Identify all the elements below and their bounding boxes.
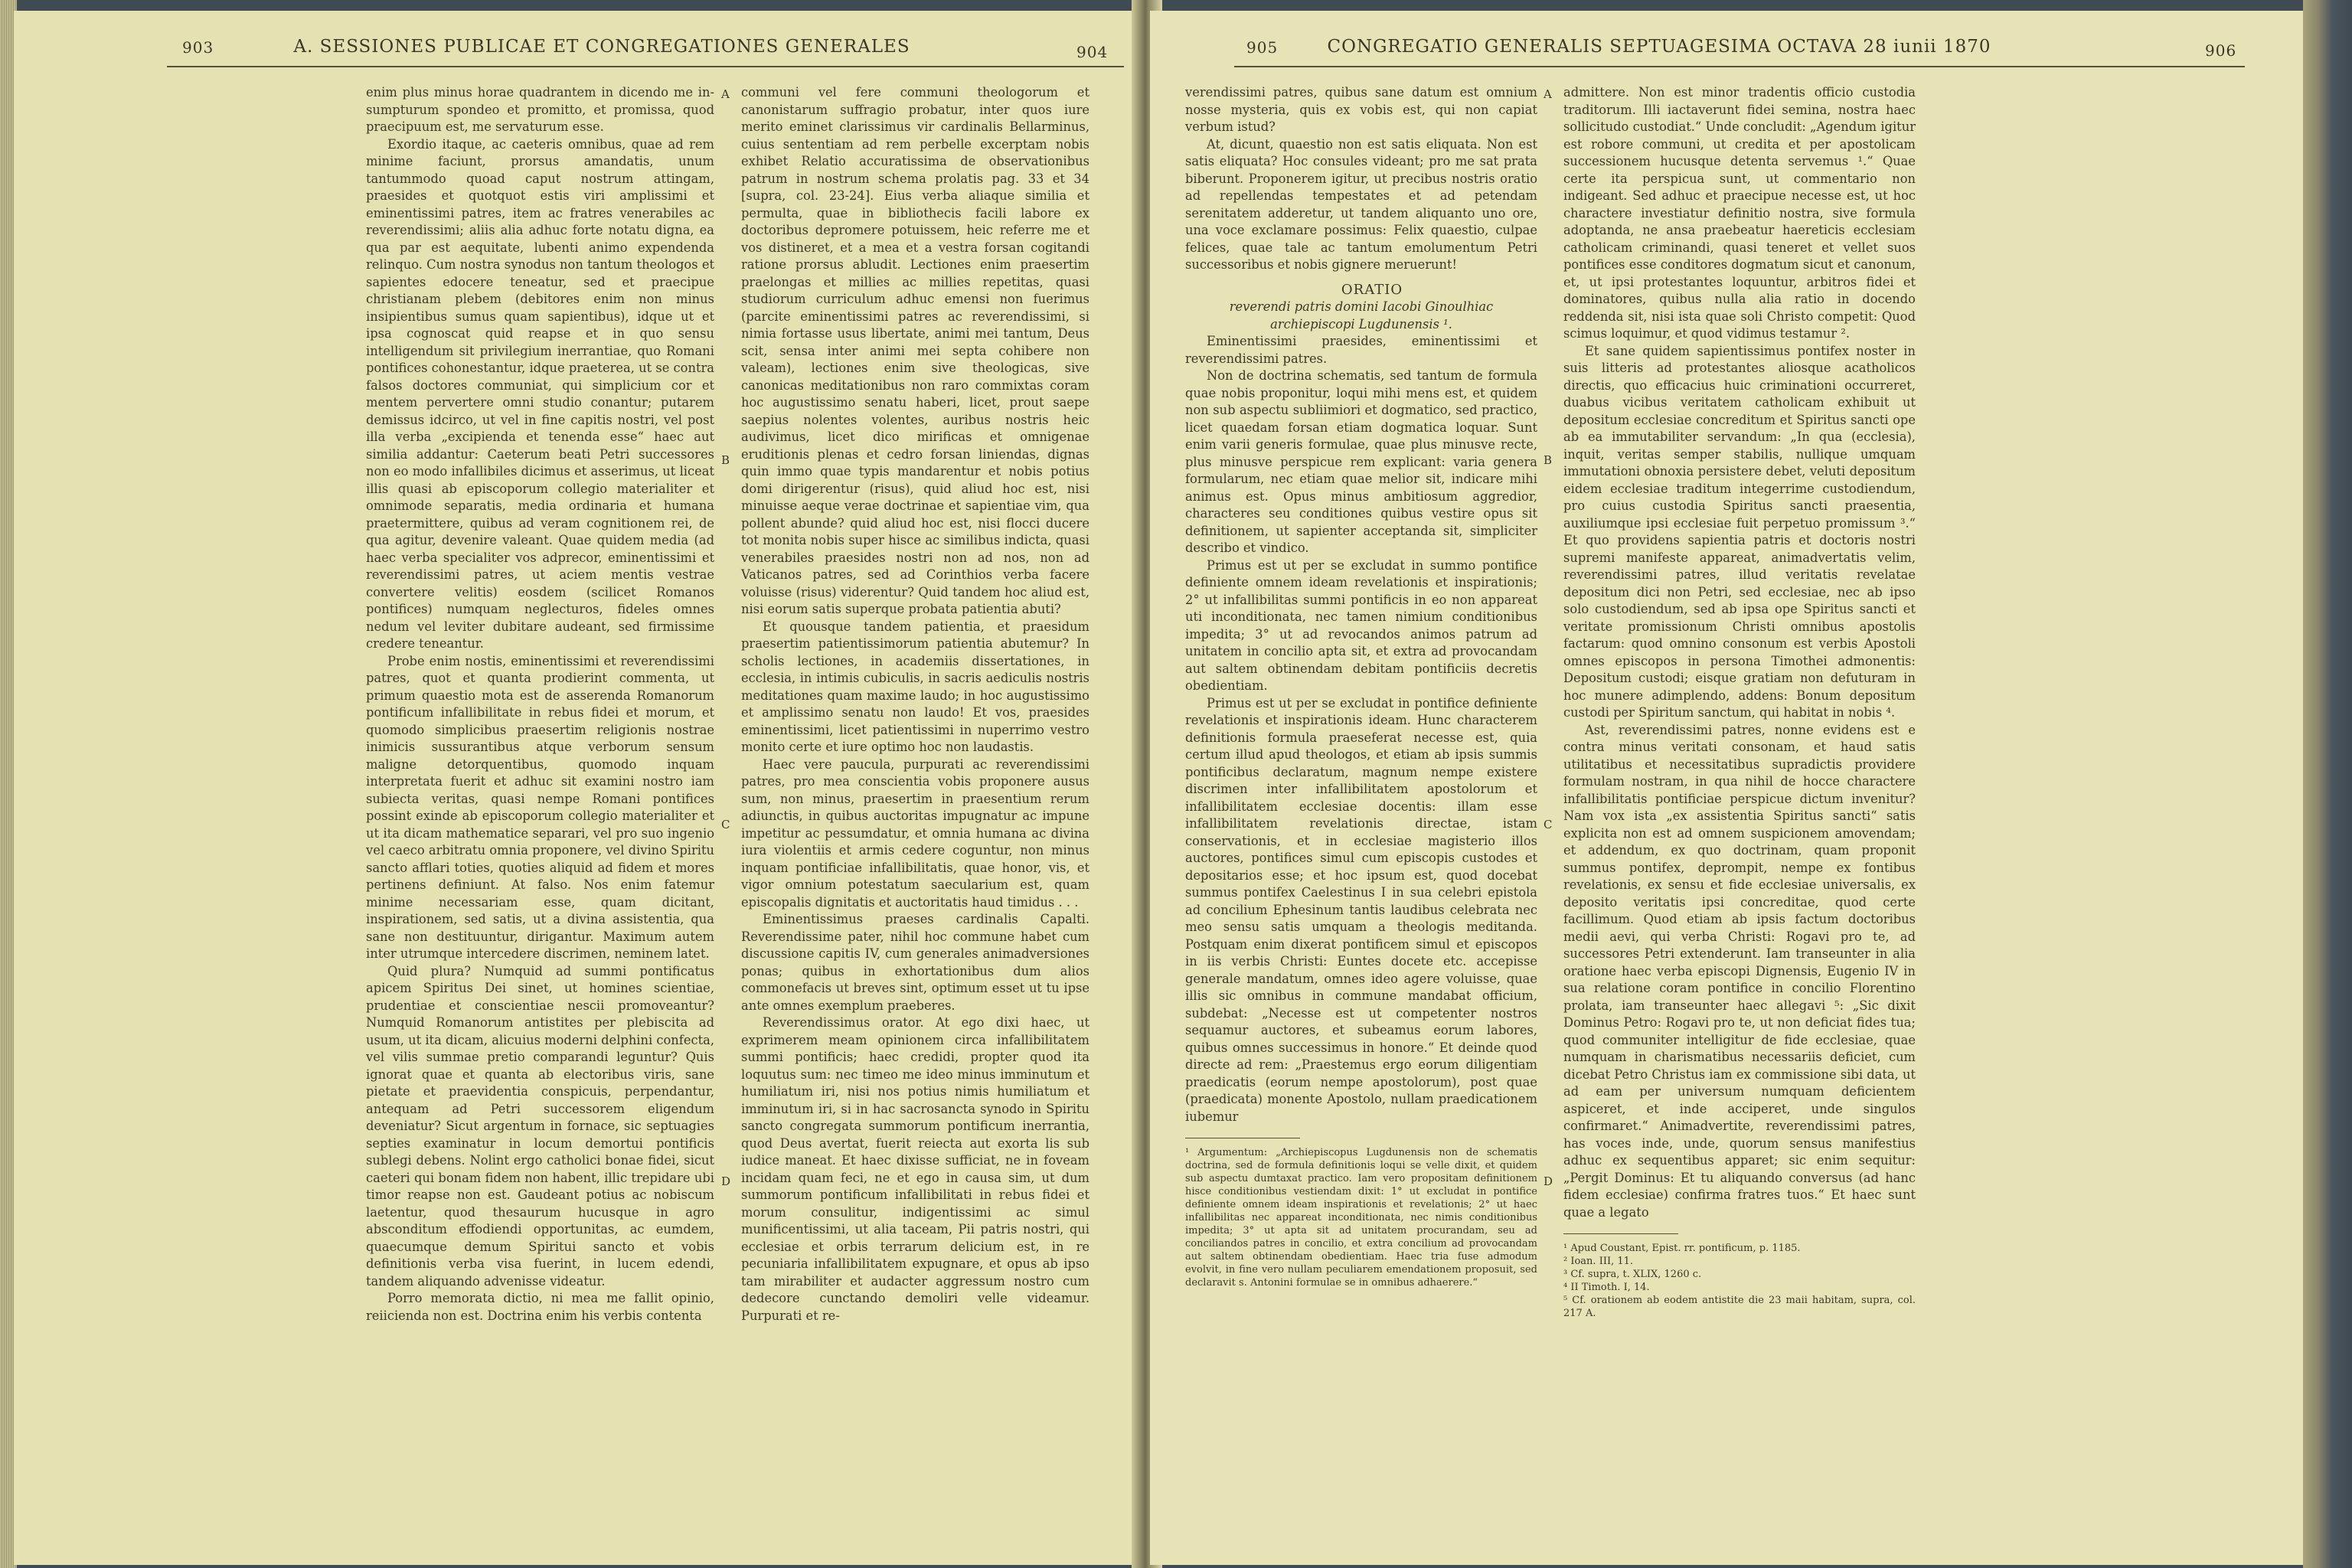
marginal-letter-c: C xyxy=(1544,818,1553,831)
right-page-title: CONGREGATIO GENERALIS SEPTUAGESIMA OCTAVA 28 iunii 1870 xyxy=(1327,37,1991,57)
left-page xyxy=(14,11,1144,1565)
footnote: ¹ Argumentum: „Archiepiscopus Lugdunensis non de schematis doctrina, sed de formula definitionis loqui se velle dixit, et quidem sub aspectu dumtaxat practico. Iam vero propositam definitionem hisce conditionibus vestiendam dixit: 1° ut excludat in pontifice definiente omnem ideam inspirationis et revelationis; 2° ut haec infallibilitas nec appareat inconditionata, nec nimis conditionibus impedita; 3° ut apta sit ad unitatem procurandam, seu ad conciliandos patres in concilio, et extra concilium ad provocandam aut saltem obtinendam obedientiam. Haec tria fuse admodum evolvit, in fine vero nullam peculiarem emendationem proposuit, sed declaravit s. Antonini formulae se in omnibus adhaerere.“ xyxy=(1185,1147,1537,1289)
paragraph: enim plus minus horae quadrantem in dicendo me in-sumpturum spondeo et promitto, et promissa, quod praecipuum est, me servaturum esse. xyxy=(366,85,714,134)
footnote: ⁴ II Timoth. I, 14. xyxy=(1563,1282,1650,1293)
paragraph: Ast, reverendissimi patres, nonne evidens est e contra minus veritati consonam, et haud satis utilitatibus et necessitatibus supradictis providere formulam nostram, in qua nihil de hocce charactere infallibilitatis pontificiae perspicue dictum invenitur? Nam vox ista „ex assistentia Spiritus sancti“ satis explicita non est ad omnem suspicionem amovendam; et addendum, ex quo doctrinam, quam proponit summus pontifex, deprompit, nempe ex fontibus revelationis, ex sensu et fide ecclesiae universalis, ex deposito veritatis ipsi concreditae, quod certe facillimum. Quod etiam ab ipsis factum doctoribus medii aevi, qui verba Christi: Rogavi pro te, ad successores Petri extenderunt. Iam transeunter in alia oratione haec verba episcopi Dignensis, Eugenio IV in sua relatione coram pontifice in concilio Florentino prolata, iam transeunter haec allegavi ⁵: „Sic dixit Dominus Petro: Rogavi pro te, ut non deficiat fides tua; quod communiter intelligitur de fide ecclesiae, quae numquam in charismatibus necessariis deficiet, cum dicebat Petro Christus iam ex commissione sibi data, ut ad eam per universum numquam deficientem aspiceret, et inde acciperet, unde singulos confirmaret.“ Animadvertite, reverendissimi patres, has voces inde, unde, quorum sensus manifestius adhuc ex sequentibus apparet; sic enim sequitur: „Pergit Dominus: Et tu aliquando conversus (ad hanc fidem ecclesiae) confirma fratres tuos.“ Et haec sunt quae a legato xyxy=(1563,722,1916,1220)
right-head-rule xyxy=(1234,66,2245,67)
page-number-right: 906 xyxy=(2205,41,2237,60)
left-head-rule xyxy=(167,66,1124,67)
paragraph: Eminentissimus praeses cardinalis Capalti. Reverendissime pater, nihil hoc commune habet cum discussione capitis IV, cum generales animadversiones ponas; quibus in exhortationibus dum alios commonefacis ut breves sint, optimum esset ut tu ipse ante omnes exemplum praeberes. xyxy=(741,912,1089,1013)
paragraph: Et quousque tandem patientia, et praesidum praesertim patientissimorum patientia abutemur? In scholis lectiones, in academiis dissertationes, in ecclesia, in intimis cubiculis, in sacris aediculis nostris meditationes quam maxime laudo; in hoc augustissimo et amplissimo senatu non laudo! Et vos, praesides eminentissimi, licet patientissimi in nuperrimo vestro monito certe et iure optimo hoc non laudastis. xyxy=(741,619,1089,754)
paragraph: verendissimi patres, quibus sane datum est omnium nosse mysteria, quis ex vobis est, qui non capiat verbum istud? xyxy=(1185,85,1537,134)
paragraph: communi vel fere communi theologorum et canonistarum suffragio probatur, inter quos iure merito eminet clarissimus vir cardinalis Bellarminus, cuius sententiam ad rem perbelle excerptam nobis exhibet Relatio accuratissima de observationibus patrum in nostrum schema prolatis pag. 33 et 34 [supra, col. 23-24]. Eius verba aliaque similia et permulta, quae in bibliothecis facili labore ex doctoribus depromere potuissem, heic referre me et vos distineret, et a mea et a vestra forsan cogitandi ratione prorsus abludit. Lectiones enim praesertim praelongas et millies ac millies repetitas, quasi studiorum curriculum adhuc emensi non fuerimus (parcite eminentissimi patres ac reverendissimi, si nimia fortasse usus libertate, animi mei tantum, Deus scit, sensa inter animi mei septa cohibere non valeam), lectiones enim sive theologicas, sive canonicas meditationibus non raro commixtas coram hoc augustissimo senatu haberi, licet, prout saepe saepius nolentes volentes, auribus nostris heic audivimus, licet dico mirificas et omnigenae eruditionis plenas et cedro forsan liniendas, dignas quin immo quae typis mandarentur et nobis potius domi dirigerentur (risus), quid aliud hoc est, nisi minuisse aeque verae doctrinae et sapientiae vim, qua pollent abunde? quid aliud hoc est, nisi flocci ducere tot monita nobis super hisce ac similibus indicta, quasi venerabiles praesides nostri non ad nos, non ad Vaticanos patres, sed ad Corinthios verba facere voluisse (risus) viderentur? Quid tandem hoc aliud est, nisi eorum satis superque probata patientia abuti? xyxy=(741,85,1089,616)
marginal-letter-a: A xyxy=(1544,87,1552,101)
marginal-letter-a: A xyxy=(721,87,730,101)
paragraph: Eminentissimi praesides, eminentissimi et reverendissimi patres. xyxy=(1185,334,1537,366)
left-column-2 xyxy=(741,84,1089,1325)
marginal-letter-d: D xyxy=(721,1174,731,1188)
footnote: ³ Cf. supra, t. XLIX, 1260 c. xyxy=(1563,1269,1702,1280)
marginal-letter-b: B xyxy=(721,453,730,467)
left-page-title: A. SESSIONES PUBLICAE ET CONGREGATIONES GENERALES xyxy=(293,37,910,57)
right-column-1 xyxy=(1185,84,1537,1289)
paragraph: Primus est ut per se excludat in summo pontifice definiente omnem ideam revelationis et inspirationis; 2° ut infallibilitas summi pontificis in eo non appareat uti inconditionata, nec tamen nimium conditionibus impedita; 3° ut ad revocandos animos patrum ad unitatem in concilio apta sit, et extra ad provocandam aut saltem obtinendam debitam pontificiis decretis obedientiam. xyxy=(1185,557,1537,693)
footnote-rule xyxy=(1563,1233,1678,1234)
left-column-1 xyxy=(366,84,714,1325)
page-number-right: 904 xyxy=(1076,43,1109,61)
paragraph: Porro memorata dictio, ni mea me fallit opinio, reiicienda non est. Doctrina enim his verbis contenta xyxy=(366,1291,714,1323)
paragraph: Reverendissimus orator. At ego dixi haec, ut exprimerem meam opinionem circa infallibilitatem summi pontificis; haec credidi, propter quod ita loquutus sum: nec timeo me ideo minus imminutum et humiliatum iri, nisi nos potius nimis humiliatum et imminutum iri, si in hac sacrosancta synodo in Spiritu sancto congregata summorum pontificum inerrantia, quod Deus avertat, fuerit reiecta aut exorta lis sub iudice maneat. Et haec dixisse sufficiat, ne in foveam incidam quam feci, ne et ego in causa sim, ut dum summorum pontificum infallibilitati in rebus fidei et morum consulitur, indigentissimi ac simul munificentissimi, ut alia taceam, Pii patris nostri, qui ecclesiae et orbis terrarum delicium est, in re pecuniaria infallibilitatem expugnare, et opus ab ipso tam mirabiliter et audacter aggressum nostro cum dedecore cunctando demoliri velle videamur. Purpurati et re- xyxy=(741,1015,1089,1323)
page-number-left: 903 xyxy=(182,38,214,57)
book-edge-right xyxy=(2303,0,2352,1568)
right-running-head xyxy=(1150,34,2306,64)
marginal-letter-b: B xyxy=(1544,453,1553,467)
paragraph: Quid plura? Numquid ad summi pontificatus apicem Spiritus Dei sinet, ut homines scientiae, prudentiae et conscientiae nescii promoveantur? Numquid Romanorum antistites per plebiscita ad usum, ut ita dicam, alicuius moderni delphini confecta, vel vilis summae pretio comparandi leguntur? Quis ignorat quae et quanta ab electoribus viris, sane pietate et praevidentia conspicuis, perpendantur, antequam ad Petri successorem eligendum deveniatur? Sicut argentum in fornace, sic septuagies septies examinatur in locum demortui pontificis sublegi debens. Nolint ergo catholici bonae fidei, sicut caeteri qui bonam fidem non habent, illic trepidare ubi timor reapse non est. Gaudeant potius ac nobiscum laetentur, quod thesaurum hucusque in agro absconditum effodiendi opportunitas, ac eumdem, quaecumque demum Spiritui sancto et vobis definitionis verba visa fuerint, in lucem edendi, tandem aliquando advenisse videatur. xyxy=(366,963,714,1289)
footnote: ⁵ Cf. orationem ab eodem antistite die 23 maii habitam, supra, col. 217 A. xyxy=(1563,1295,1916,1319)
right-page xyxy=(1150,11,2306,1565)
left-running-head xyxy=(14,34,1144,64)
paragraph: Non de doctrina schematis, sed tantum de formula quae nobis proponitur, loqui mihi mens est, et quidem non sub aspectu subliimiori et dogmatico, sed practico, licet quaedam forsan etiam dogmatica loquar. Sunt enim varii generis formulae, quae plus minusve recte, plus minusve perspicue rem explicant: varia genera formularum, nec etiam quae melior sit, indicare mihi animus est. Opus minus ambitiosum aggredior, characteres seu conditiones quibus vestire opus sit definitionem, ut sapienter acceptanda sit, simpliciter describo et vindico. xyxy=(1185,368,1537,555)
page-number-left: 905 xyxy=(1246,38,1279,57)
paragraph: reverendi patris domini Iacobi Ginoulhiac archiepiscopi Lugdunensis ¹. xyxy=(1229,299,1494,332)
footnote: ¹ Apud Coustant, Epist. rr. pontificum, p. 1185. xyxy=(1563,1243,1801,1254)
marginal-letter-c: C xyxy=(721,818,730,831)
paragraph: At, dicunt, quaestio non est satis eliquata. Non est satis eliquata? Hoc consules videant; pro me sat prata biberunt. Proponerem igitur, ut precibus nostris oratio ad repellendas tempestates et ad petendam serenitatem adderetur, ut tandem aliquanto uno ore, una voce exclamare possimus: Felix quaestio, culpae felices, quae tale ac tantum emolumentum Petri successoribus et nobis gignere meruerunt! xyxy=(1185,136,1537,272)
paragraph: Et sane quidem sapientissimus pontifex noster in suis litteris ad protestantes aliosque acatholicos directis, quo efficacius huic criminationi occurreret, duabus vicibus veritatem catholicam exhibuit ut depositum ecclesiae concreditum et Spiritus sancti ope ab ea immutabiliter servandum: „In qua (ecclesia), inquit, veritas semper stabilis, nullique umquam immutationi obnoxia persistere debet, veluti depositum eidem ecclesiae traditum integerrime custodiendum, pro cuius custodia Spiritus sancti praesentia, auxiliumque ipsi ecclesiae fuit perpetuo promissum ³.“ Et quo providens sapientia patris et doctoris nostri supremi manifeste appareat, animadvertatis velim, reverendissimi patres, illud veritatis revelatae depositum dici non Petri, sed ecclesiae, nec ab ipso solo custodiendum, sed ab ipsa ope Spiritus sancti et veritate promissionum Christi omnibus apostolis factarum: quod omnino consonum est verbis Apostoli omnes episcopos in persona Timothei admonentis: Depositum custodi; eisque gratiam non defuturam in hoc munere adimplendo, addens: Bonum depositum custodi per Spiritum sanctum, qui habitat in nobis ⁴. xyxy=(1563,343,1916,720)
paragraph: admittere. Non est minor tradentis officio custodia traditorum. Illi iactaverunt fidei semina, nostra haec sollicitudo custodiat.“ Unde concludit: „Agendum igitur est robore communi, ut credita et per apostolicam successionem hucusque detenta servemus ¹.“ Quae certe ita perspicua sunt, ut commentario non indigeant. Sed adhuc et praecipue necesse est, ut hoc charactere investiatur definitio nostra, sive formula adoptanda, ne ansa praebeatur haereticis ecclesiam catholicam criminandi, quasi teneret et vellet suos pontifices esse conditores dogmatum sicut et canonum, et, ut ipsi protestantes loquuntur, arbitros fidei et dominatores, quibus nulla alia ratio in docendo reddenda sit, nisi ista quae soli Christo competit: Quod scimus loquimur, et quod vidimus testamur ². xyxy=(1563,85,1916,341)
paragraph: Probe enim nostis, eminentissimi et reverendissimi patres, quot et quanta prodierint commenta, ut primum quaestio mota est de asserenda Romanorum pontificum infallibilitate in rebus fidei et morum, et quomodo simplicibus praesertim religionis nostrae inimicis sussurantibus atque verborum sensum maligne detorquentibus, quomodo inquam interpretata fuerit et adhuc sit examini nostro iam subiecta veritas, quasi nempe Romani pontifices possint exinde ab episcoporum collegio materialiter et ut ita dicam mathematice separari, vel pro suo ingenio vel caeco arbitratu omnia proponere, vel divino Spiritu sancto afflari toties, quoties aliquid ad fidem et mores pertinens definiunt. At falso. Nos enim fatemur minime necessariam esse, quam dicitant, inspirationem, sed satis, ut a divina assistentia, qua sane non destituuntur, dirigantur. Maximum autem inter utrumque intercedere discrimen, neminem latet. xyxy=(366,653,714,961)
paragraph: Exordio itaque, ac caeteris omnibus, quae ad rem minime faciunt, prorsus amandatis, unum tantummodo quoad caput nostrum attingam, praesides et quotquot estis viri amplissimi et eminentissimi patres, item ac fratres venerabiles ac reverendissimi; aliis alia adhuc forte notatu digna, ea qua par est aequitate, lubenti animo expendenda relinquo. Cum nostra synodus non tantum theologos et sapientes edocere teneatur, sed et praecipue christianam plebem (debitores enim non minus insipientibus sumus quam sapientibus), idque ut et ipsa cognoscat quid reapse et in quo sensu intelligendum sit privilegium inerrantiae, quo Romani pontifices cohonestantur, idque praeterea, ut se contra falsos doctores communiat, qui simplicium cor et mentem pervertere omni studio conantur; putarem demissus idcirco, ut vel in fine capitis nostri, vel post illa verba „excipienda et tenenda esse“ haec aut similia addantur: Caeterum beati Petri successores non eo modo infallibiles dicimus et asserimus, ut liceat illis quasi ab episcoporum collegio materialiter et omnimode separatis, media ordinaria et humana praetermittere, quibus ad veram cognitionem rei, de qua agitur, devenire valeant. Quae quidem media (ad haec verba specialiter vos adprecor, eminentissimi et reverendissimi patres, ut aciem mentis vestrae convertere velitis) eosdem (scilicet Romanos pontifices) numquam neglecturos, fideles omnes nedum vel leviter dubitare audeant, sed firmissime credere teneantur. xyxy=(366,136,714,651)
paragraph: ORATIO xyxy=(1341,281,1403,298)
paragraph: Primus est ut per se excludat in pontifice definiente revelationis et inspirationis ideam. Hunc characterem definitionis formula praeseferat necesse est, quia certum illud apud theologos, et etiam ab ipsis summis pontificibus declaratum, magnum nempe existere discrimen inter infallibilitatem apostolorum et infallibilitatem ecclesiae docentis: illam esse infallibilitatem revelationis directae, istam conservationis, et in ecclesiae magisterio illos auctores, pontifices simul cum episcopis custodes et depositarios esse; et hoc ipsum est, quod docebat summus pontifex Caelestinus I in sua celebri epistola ad concilium Ephesinum tantis laudibus celebrata nec meo sensu satis umquam a theologis meditanda. Postquam enim dixerat pontificem simul et episcopos in iis verbis Christi: Euntes docete etc. accepisse generale mandatum, omnes ideo agere voluisse, quae illis sic omnibus in commune mandabat officium, subdebat: „Necesse est ut competenter nostros sequamur auctores, et subeamus eorum labores, quibus omnes successimus in honore.“ Et deinde quod directe ad rem: „Praestemus ergo eorum diligentiam praedicatis (eorum nempe apostolorum), post quae (praedicata) monente Apostolo, nullam praedicationem iubemur xyxy=(1185,695,1537,1124)
marginal-letter-d: D xyxy=(1544,1174,1553,1188)
footnote: ² Ioan. III, 11. xyxy=(1563,1256,1634,1267)
right-column-2 xyxy=(1563,84,1916,1320)
paragraph: Haec vere paucula, purpurati ac reverendissimi patres, pro mea conscientia vobis proponere ausus sum, non minus, praesertim in praesentium rerum adiunctis, in quibus auctoritas impugnatur ac impune impetitur ac pessumdatur, et omnia humana ac divina iura violentiis et armis cedere coguntur, non minus inquam pontificiae infallibilitatis, quae honor, vis, et vigor omnium potestatum saecularium est, quam episcopalis dignitatis et auctoritatis haud timidus . . . xyxy=(741,756,1089,910)
